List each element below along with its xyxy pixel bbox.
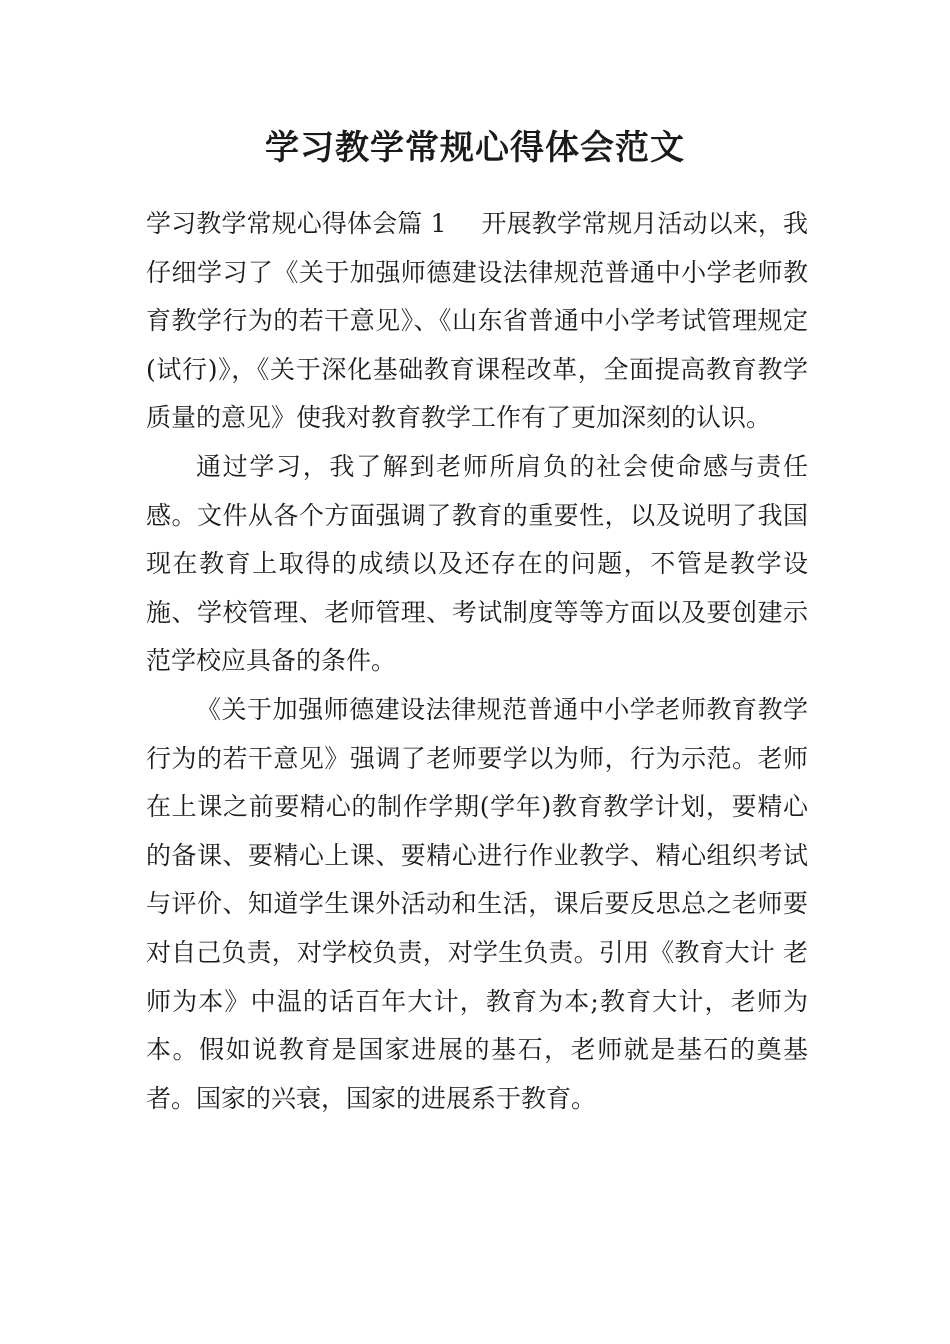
paragraph-1-text: 开展教学常规月活动以来，我仔细学习了《关于加强师德建设法律规范普通中小学老师教育教学行为的若干意见》、《山东省普通中小学考试管理规定(试行)》，《关于深化基础教育课程改革，全面提高教育教学质量的意见》使我对教育教学工作有了更加深刻的认识。 bbox=[146, 209, 808, 433]
paragraph-3: 《关于加强师德建设法律规范普通中小学老师教育教学行为的若干意见》强调了老师要学以为师，行为示范。老师在上课之前要精心的制作学期(学年)教育教学计划，要精心的备课、要精心上课、要精心进行作业教学、精心组织考试与评价、知道学生课外活动和生活，课后要反思总之老师要对自己负责，对学校负责，对学生负责。引用《教育大计 老师为本》中温的话百年大计，教育为本;教育大计，老师为本。假如说教育是国家进展的基石，老师就是基石的奠基者。国家的兴衰，国家的进展系于教育。 bbox=[146, 694, 808, 1113]
paragraph-2: 通过学习，我了解到老师所肩负的社会使命感与责任感。文件从各个方面强调了教育的重要性，以及说明了我国现在教育上取得的成绩以及还存在的问题，不管是教学设施、学校管理、老师管理、考试制度等等方面以及要创建示范学校应具备的条件。 bbox=[146, 451, 808, 676]
document-title: 学习教学常规心得体会范文 bbox=[265, 128, 685, 168]
document-body bbox=[146, 200, 808, 1123]
section-heading: 学习教学常规心得体会篇 1 bbox=[146, 209, 447, 238]
paragraph-1 bbox=[146, 200, 808, 443]
